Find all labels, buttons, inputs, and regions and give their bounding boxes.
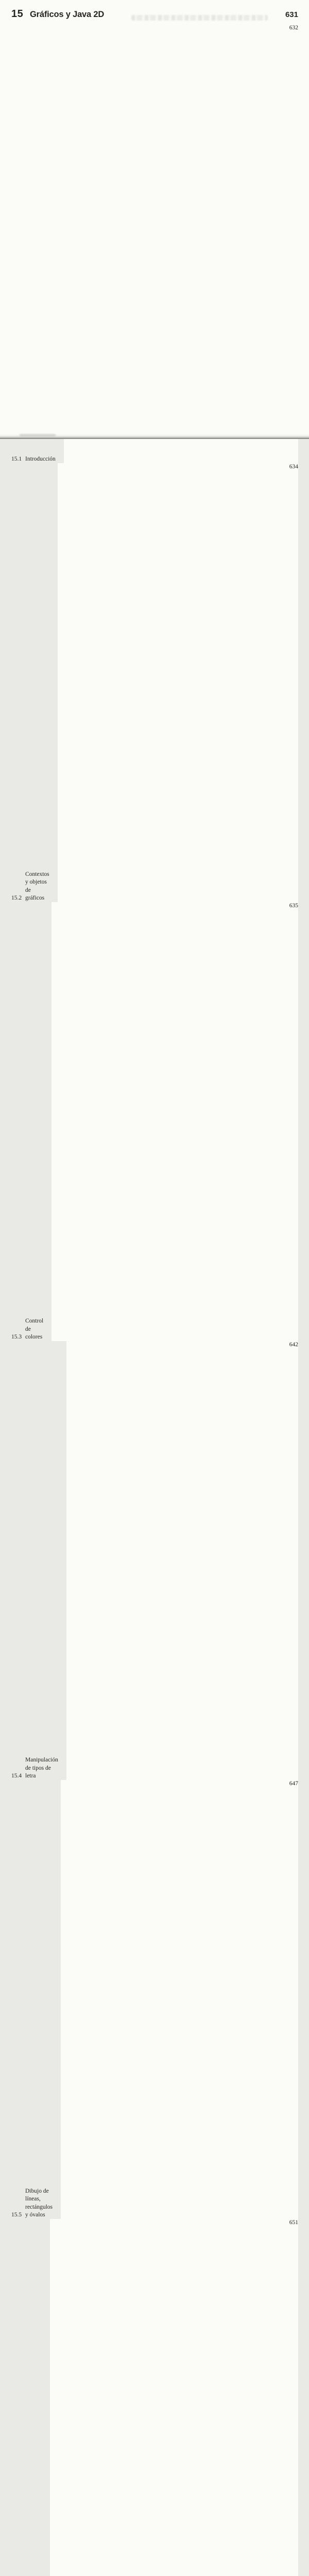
toc-chapter — [11, 8, 298, 2576]
chapter-title: Gráficos y Java 2D — [30, 10, 105, 19]
toc-entry-number: 15.4 — [11, 1772, 22, 1779]
toc-entry-title: Introducción — [25, 455, 56, 462]
toc-entry-page: 635 — [52, 902, 298, 1341]
scan-edge — [0, 434, 309, 439]
toc-entry-number: 15.2 — [11, 894, 22, 901]
toc-entry-page: 634 — [58, 463, 298, 902]
toc-entry-number: 15.3 — [11, 1333, 22, 1340]
chapter-heading — [11, 8, 298, 20]
toc-entry-page: 651 — [50, 2219, 298, 2576]
toc-entry — [11, 463, 298, 902]
toc-entry-title: Control de colores — [25, 1318, 44, 1340]
toc-entry-number: 15.1 — [11, 455, 22, 462]
toc-entry — [11, 2219, 298, 2576]
toc-entry-page: 642 — [66, 1341, 298, 1780]
toc-entry-title: Contextos y objetos de gráficos — [25, 871, 49, 901]
toc-entry — [11, 1780, 298, 2219]
toc-entry-page: 632 — [64, 24, 298, 463]
toc-entry-page: 647 — [61, 1780, 298, 2219]
table-of-contents — [11, 8, 298, 2576]
toc-entry-title: Dibujo de líneas, rectángulos y óvalos — [25, 2188, 53, 2218]
toc-entry — [11, 902, 298, 1341]
toc-entry-number: 15.5 — [11, 2211, 22, 2218]
toc-entry-title: Manipulación de tipos de letra — [25, 1757, 58, 1779]
chapter-page-number: 631 — [285, 10, 298, 19]
chapter-number: 15 — [11, 8, 24, 20]
toc-entry — [11, 1341, 298, 1780]
toc-entry — [11, 24, 298, 463]
